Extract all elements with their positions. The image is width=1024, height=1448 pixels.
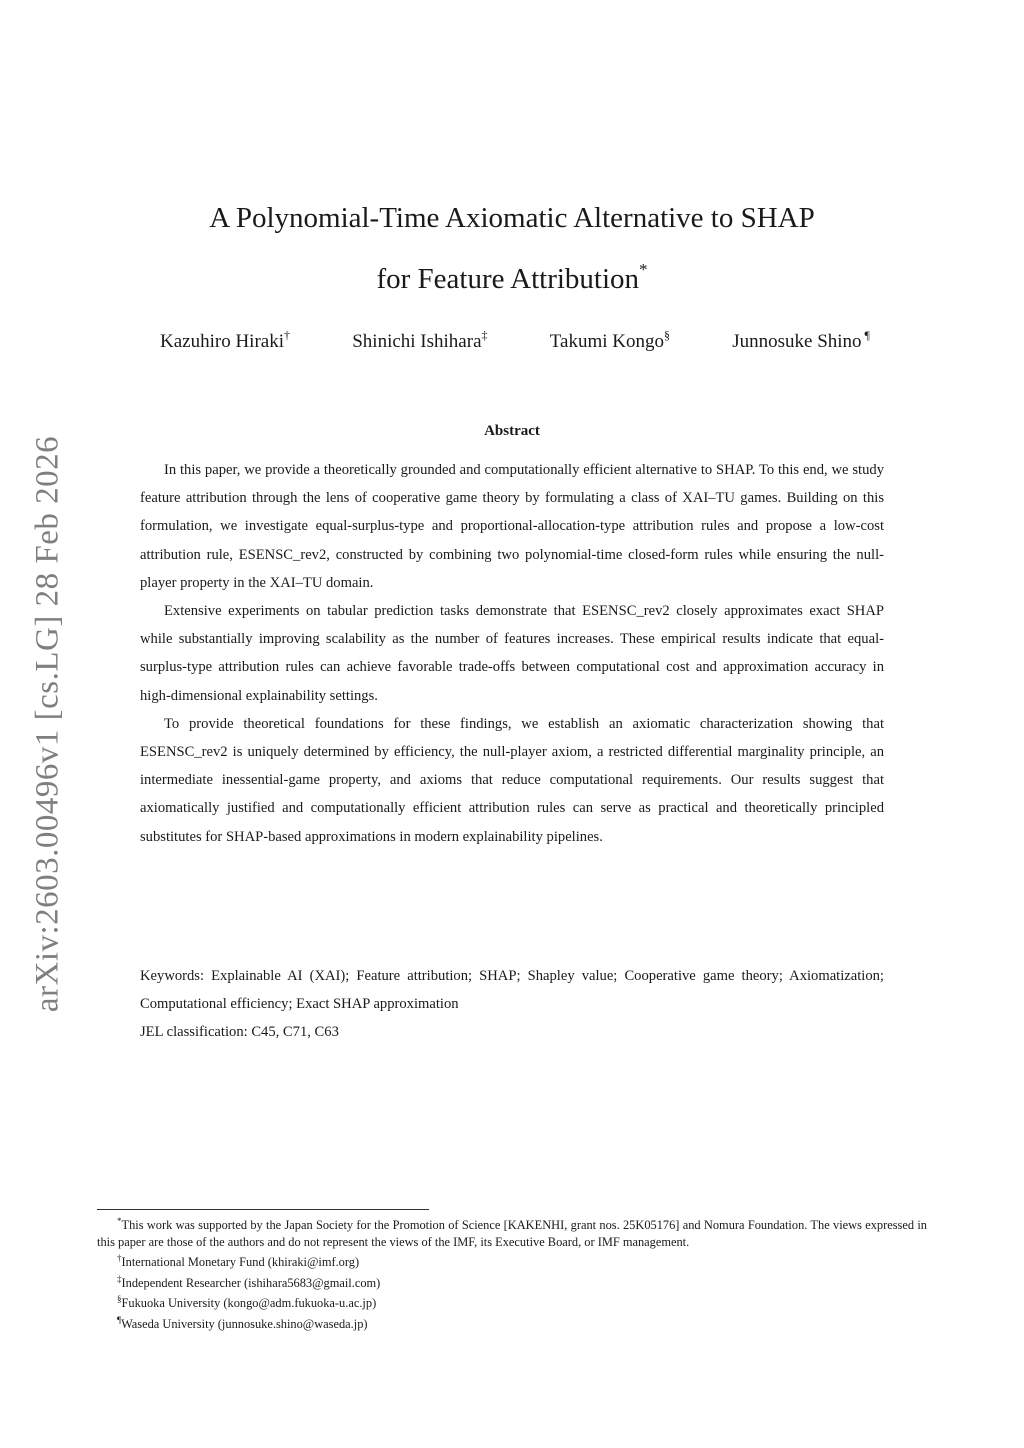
abstract-heading: Abstract [484, 423, 540, 439]
paper-title-text-1: A Polynomial-Time Axiomatic Alternative to SHAP [209, 202, 815, 234]
footnote-text: International Monetary Fund (khiraki@imf.org) [121, 1255, 360, 1270]
footnote [97, 1271, 927, 1292]
author-list [160, 328, 870, 353]
footnote-text: Waseda University (junnosuke.shino@waseda.jp) [121, 1316, 368, 1331]
footnote [97, 1312, 927, 1333]
author-name: Kazuhiro Hiraki [160, 331, 284, 352]
footnote-mark: ‡ [117, 1273, 122, 1284]
author-name: Takumi Kongo [549, 331, 664, 352]
footnote-text: This work was supported by the Japan Society for the Promotion of Science [KAKENHI, grant nos. 25K05176] and Nomura Foundation. The views expressed in this paper are those of the authors and do not represent the views of the IMF, its Executive Board, or IMF management. [97, 1218, 927, 1249]
title-footnote-mark: * [639, 260, 648, 279]
author-name: Junnosuke Shino [732, 331, 862, 352]
footnote-divider [97, 1209, 429, 1210]
footnote [97, 1250, 927, 1271]
author [160, 328, 290, 353]
footnote-mark: ¶ [117, 1314, 122, 1325]
author-name: Shinichi Ishihara [352, 331, 482, 352]
footnote-mark: † [117, 1253, 122, 1264]
footnote-mark: * [117, 1216, 122, 1226]
author-mark: § [663, 328, 670, 342]
footnote-text: Fukuoka University (kongo@adm.fukuoka-u.ac.jp) [121, 1296, 377, 1311]
keywords-line: Keywords: Explainable AI (XAI); Feature attribution; SHAP; Shapley value; Cooperative game theory; Axiomatization; Computational efficiency; Exact SHAP approximation [140, 968, 884, 1013]
footnote [97, 1213, 927, 1250]
keywords-block [140, 962, 884, 1047]
author [732, 328, 870, 353]
footnote-text: Independent Researcher (ishihara5683@gmail.com) [121, 1275, 381, 1290]
arxiv-identifier-stamp: arXiv:2603.00496v1 [cs.LG] 28 Feb 2026 [29, 435, 66, 1013]
abstract-paragraph: In this paper, we provide a theoretically grounded and computationally efficient alternative to SHAP. To this end, we study feature attribution through the lens of cooperative game theory by formulating a class of XAI–TU games. Building on this formulation, we investigate equal-surplus-type and proportional-allocation-type attribution rules and propose a low-cost attribution rule, ESENSC_rev2, constructed by combining two polynomial-time closed-form rules while ensuring the null-player property in the XAI–TU domain. [140, 462, 884, 591]
author [352, 328, 487, 353]
footnote [97, 1291, 927, 1312]
author-mark: † [283, 328, 290, 342]
footnotes [97, 1213, 927, 1333]
paper-title-text-2: for Feature Attribution [376, 263, 640, 295]
footnote-mark: § [117, 1294, 122, 1305]
author-mark: ¶ [861, 328, 870, 342]
abstract-paragraph: To provide theoretical foundations for these findings, we establish an axiomatic characterization showing that ESENSC_rev2 is uniquely determined by efficiency, the null-player axiom, a restricted differential marginality principle, an intermediate inessential-game property, and axioms that reduce computational requirements. Our results suggest that axiomatically justified and computationally efficient attribution rules can serve as practical and theoretically principled substitutes for SHAP-based approximations in modern explainability pipelines. [140, 715, 884, 845]
abstract-body [140, 456, 884, 851]
paper-title-line-1 [0, 202, 1024, 235]
abstract-paragraph: Extensive experiments on tabular prediction tasks demonstrate that ESENSC_rev2 closely approximates exact SHAP while substantially improving scalability as the number of features increases. These empirical results indicate that equal-surplus-type attribution rules can achieve favorable trade-offs between computational cost and approximation accuracy in high-dimensional explainability settings. [140, 603, 884, 704]
paper-title-line-2 [0, 260, 1024, 296]
author-mark: ‡ [481, 328, 488, 342]
jel-classification: JEL classification: C45, C71, C63 [140, 1024, 339, 1041]
author [550, 328, 670, 353]
